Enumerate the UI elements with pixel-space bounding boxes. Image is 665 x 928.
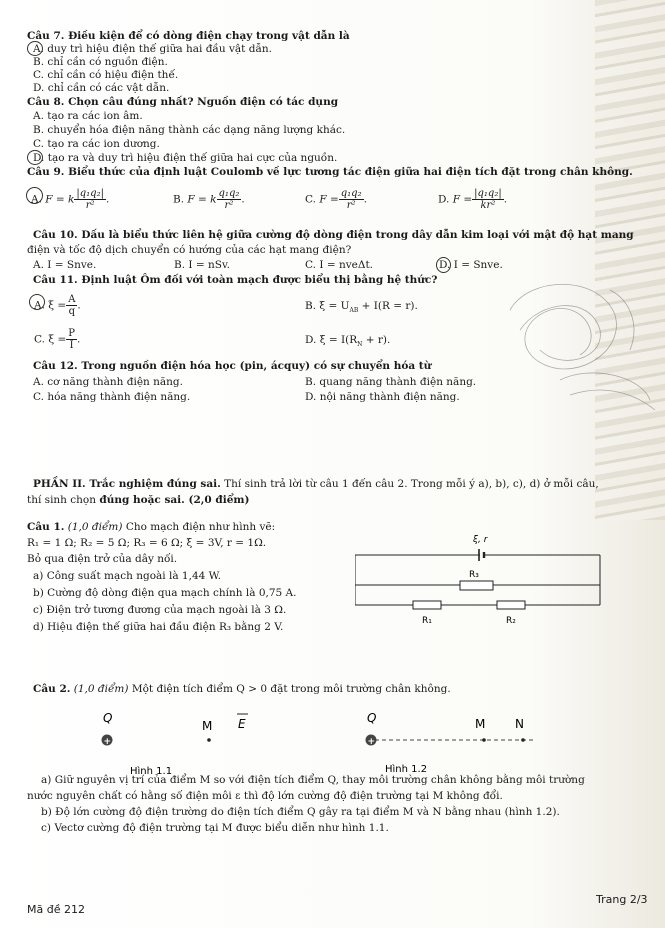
p1-item-c: c) Điện trở tương đương của mạch ngoài là 3 Ω.: [33, 604, 287, 616]
q11-answer-circle: [29, 294, 45, 310]
resistor-r3: [460, 581, 493, 590]
pencil-scribble: [490, 270, 660, 420]
fig2-point-n-label: N: [515, 717, 524, 731]
q9-answer-circle: [26, 187, 43, 204]
q8-option-b: B. chuyển hóa điện năng thành các dạng năng lượng khác.: [33, 124, 346, 136]
q8-option-a: A. tạo ra các ion âm.: [33, 110, 143, 122]
q8-option-d: D. tạo ra và duy trì hiệu điện thế giữa hai cực của nguồn.: [33, 152, 338, 164]
figure-1-2: [355, 702, 555, 782]
fig1-point-m: [207, 738, 211, 742]
part2-instruction: thí sinh chọn đúng hoặc sai. (2,0 điểm): [27, 494, 250, 506]
q11-option-b: B. $\xi = U_{AB} + I(R = r)$.: [305, 300, 418, 315]
fig1-point-m-label: M: [202, 719, 213, 733]
p1-note: Bỏ qua điện trở của dây nối.: [27, 553, 178, 565]
q10-option-a: A. I = Snve.: [33, 259, 97, 271]
q9-option-a: A. F = k $\frac{\text{|q₁q₂|}}{\text{r²}}$ .: [31, 188, 110, 211]
fig1-plus-sign: +: [103, 737, 112, 747]
p1-stem: Câu 1. (1,0 điểm) Cho mạch điện như hình vẽ:: [27, 521, 276, 533]
p2-item-b: b) Độ lớn cường độ điện trường do điện tích điểm Q gây ra tại điểm M và N bằng nhau (hình 1.2).: [41, 806, 560, 818]
q10-option-c: C. I = nveΔt.: [305, 259, 374, 271]
p1-item-a: a) Công suất mạch ngoài là 1,44 W.: [33, 570, 221, 582]
q7-option-a: A. duy trì hiệu điện thế giữa hai đầu vật dẫn.: [33, 43, 272, 55]
p2-item-a-line2: nước nguyên chất có hằng số điện môi ε thì độ lớn cường độ điện trường tại M không đổi.: [27, 790, 503, 802]
fig1-charge-label: Q: [103, 711, 113, 725]
q11-option-d: D. $\xi = I(R_N + r)$.: [305, 334, 391, 349]
fig2-caption: Hình 1.2: [385, 764, 428, 775]
q10-answer-circle: [436, 257, 451, 273]
q12-option-c: C. hóa năng thành điện năng.: [33, 391, 191, 403]
q12-option-d: D. nội năng thành điện năng.: [305, 391, 460, 403]
q8-option-c: C. tạo ra các ion dương.: [33, 138, 160, 150]
q9-option-d: D. F = $\frac{\text{|q₁q₂|}}{\text{kr²}}$ .: [438, 188, 508, 211]
fig2-point-m: [482, 738, 486, 742]
fig2-point-n: [521, 738, 525, 742]
q11-stem: Câu 11. Định luật Ôm đối với toàn mạch được biểu thị bằng hệ thức?: [33, 274, 438, 286]
q11-option-a: A. ξ = $\frac{A}{q}$ .: [34, 294, 81, 317]
fig1-caption: Hình 1.1: [130, 766, 173, 777]
fig1-field-label: E: [238, 717, 246, 731]
q11-option-c: C. ξ = $\frac{P}{I}$ .: [34, 328, 81, 351]
q8-stem: Câu 8. Chọn câu đúng nhất? Nguồn điện có tác dụng: [27, 96, 339, 108]
circuit-r1-label: R₁: [422, 616, 432, 626]
exam-code: Mã đề 212: [27, 903, 85, 916]
q9-option-c: C. F = $\frac{\text{q₁q₂}}{\text{r²}}$ .: [305, 188, 367, 211]
q10-option-b: B. I = nSv.: [174, 259, 230, 271]
circuit-r3-label: R₃: [469, 570, 479, 580]
q7-option-b: B. chỉ cần có nguồn điện.: [33, 56, 168, 68]
fig2-plus-sign: +: [367, 737, 376, 747]
p2-stem: Câu 2. (1,0 điểm) Một điện tích điểm Q > 0 đặt trong môi trường chân không.: [33, 683, 451, 695]
circuit-diagram: [355, 528, 605, 628]
circuit-source-label: ξ, r: [473, 535, 488, 545]
p2-item-c: c) Vectơ cường độ điện trường tại M được biểu diễn như hình 1.1.: [41, 822, 389, 834]
resistor-r2: [497, 601, 525, 609]
q7-stem: Câu 7. Điều kiện để có dòng điện chạy trong vật dẫn là: [27, 30, 350, 42]
resistor-r1: [413, 601, 441, 609]
figure-1-1: [80, 702, 280, 782]
q8-answer-circle: [27, 150, 43, 165]
q7-answer-circle: [27, 41, 43, 56]
fig2-charge-label: Q: [367, 711, 377, 725]
q12-option-a: A. cơ năng thành điện năng.: [33, 376, 183, 388]
part2-title: PHẦN II. Trắc nghiệm đúng sai. Thí sinh trả lời từ câu 1 đến câu 2. Trong mỗi ý a), b), c), d) ở mỗi câu,: [33, 478, 599, 490]
fig2-point-m-label: M: [475, 717, 486, 731]
q12-stem: Câu 12. Trong nguồn điện hóa học (pin, ácquy) có sự chuyển hóa từ: [33, 360, 432, 372]
q7-option-c: C. chỉ cần có hiệu điện thế.: [33, 69, 179, 81]
q9-option-b: B. F = k $\frac{\text{q₁q₂}}{\text{r²}}$ .: [173, 188, 245, 211]
p1-params: R₁ = 1 Ω; R₂ = 5 Ω; R₃ = 6 Ω; ξ = 3V, r = 1Ω.: [27, 537, 267, 549]
q10-stem-line1: Câu 10. Dấu là biểu thức liên hệ giữa cường độ dòng điện trong dây dẫn kim loại với mật độ hạt mang: [33, 229, 634, 241]
p2-item-a-line1: a) Giữ nguyên vị trí của điểm M so với điện tích điểm Q, thay môi trường chân không bằng môi trường: [41, 774, 585, 786]
q10-stem-line2: điện và tốc độ dịch chuyển có hướng của các hạt mang điện?: [27, 244, 352, 256]
q10-option-d: D. I = Snve.: [439, 259, 503, 271]
page-shadow-edge: [595, 0, 665, 520]
p1-item-d: d) Hiệu điện thế giữa hai đầu điện R₃ bằng 2 V.: [33, 621, 284, 633]
q9-stem: Câu 9. Biểu thức của định luật Coulomb về lực tương tác điện giữa hai điện tích đặt trong chân không.: [27, 166, 633, 178]
q12-option-b: B. quang năng thành điện năng.: [305, 376, 477, 388]
circuit-r2-label: R₂: [506, 616, 516, 626]
q7-option-d: D. chỉ cần có các vật dẫn.: [33, 82, 170, 94]
p1-item-b: b) Cường độ dòng điện qua mạch chính là 0,75 A.: [33, 587, 297, 599]
page-number: Trang 2/3: [596, 893, 648, 906]
